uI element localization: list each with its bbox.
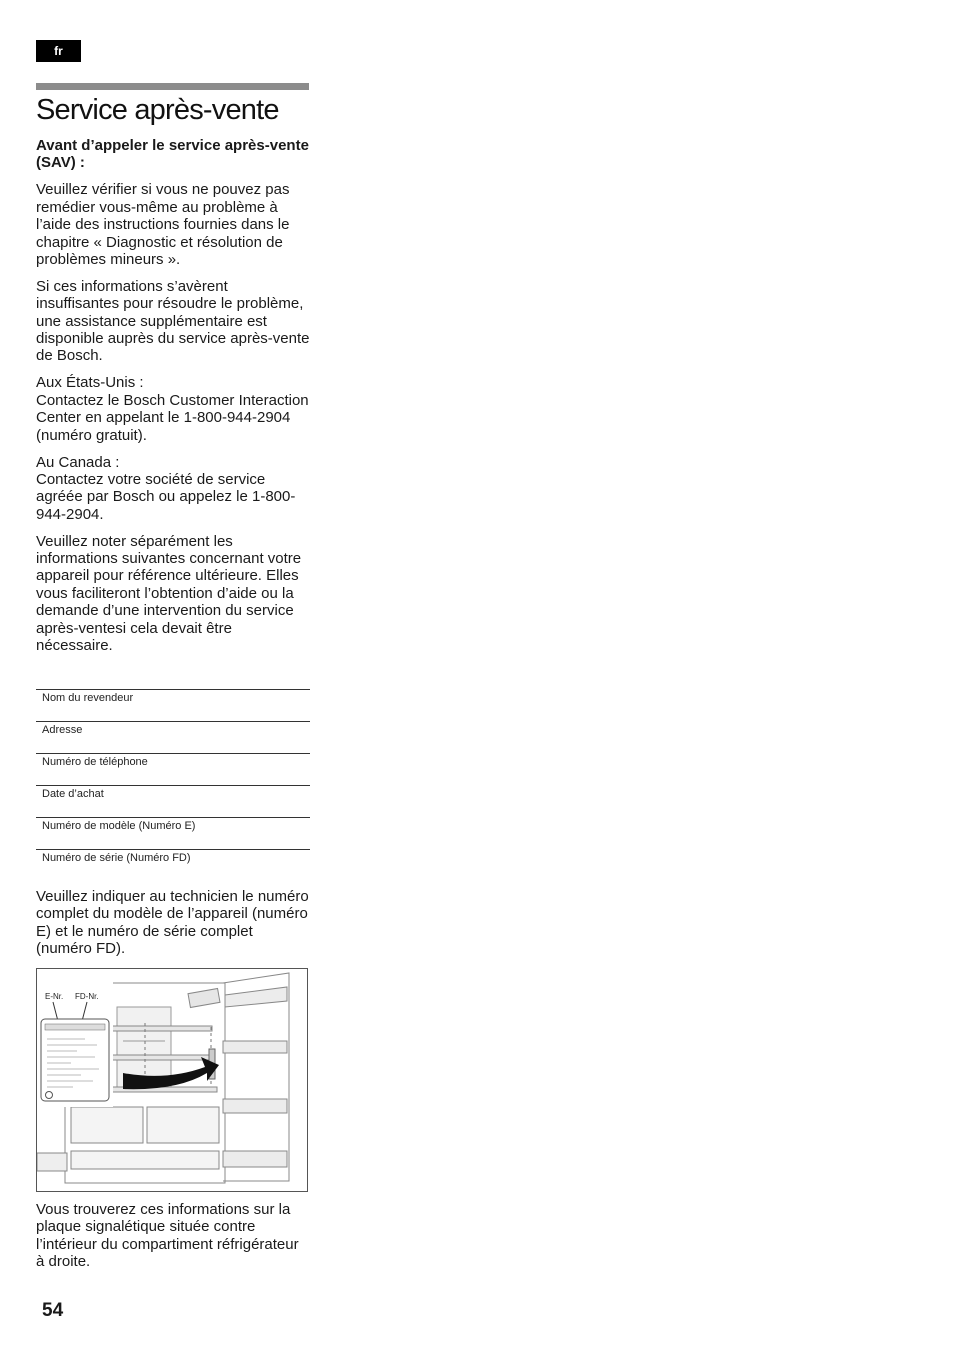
closing-text	[36, 1201, 310, 1280]
door-shelf	[225, 987, 287, 1007]
form-field-serial-number[interactable]	[36, 849, 310, 881]
page-title: Service après-vente	[36, 94, 279, 126]
usa-label: Aux États-Unis :	[36, 374, 144, 392]
drawer-right	[147, 1107, 219, 1143]
form-label: Numéro de téléphone	[42, 756, 148, 768]
rating-plate-illustration	[36, 968, 308, 1192]
shelf	[112, 1055, 212, 1060]
subheading: Avant d’appeler le service après-vente (SAV) :	[36, 137, 309, 172]
usa-text: Contactez le Bosch Customer Interaction Center en appelant le 1-800-944-2904 (numéro gratuit).	[36, 391, 309, 444]
label-fd-number: FD-Nr.	[75, 992, 99, 1001]
rating-plate	[41, 1019, 109, 1101]
form-label: Date d’achat	[42, 788, 104, 800]
usa-contact	[36, 374, 310, 444]
page-number: 54	[42, 1300, 64, 1321]
language-badge: fr	[36, 40, 81, 62]
door-shelf	[223, 1041, 287, 1053]
form-label: Numéro de série (Numéro FD)	[42, 852, 191, 864]
title-rule	[36, 83, 309, 90]
form-label: Nom du revendeur	[42, 692, 134, 704]
door-bin-left	[37, 1153, 67, 1171]
door-shelf	[223, 1099, 287, 1113]
form-field-phone[interactable]	[36, 753, 310, 785]
intro-column	[36, 137, 310, 664]
door-shelf	[223, 1151, 287, 1167]
canada-contact	[36, 454, 310, 524]
drawer-left	[71, 1107, 143, 1143]
butter-compartment	[188, 989, 220, 1008]
closing-paragraph: Vous trouverez ces informations sur la plaque signalétique située contre l’intérieur du compartiment réfrigérateur à droite.	[36, 1201, 299, 1271]
note-paragraph: Veuillez noter séparément les informations suivantes concernant votre appareil pour référence ultérieure. Elles vous faciliteront l’obtention d’aide ou la demande d’une intervention du service après-ventesi cela devait être nécessaire.	[36, 532, 302, 655]
paragraph-support: Si ces informations s’avèrent insuffisantes pour résoudre le problème, une assistance supplémentaire est disponible auprès du service après-vente de Bosch.	[36, 277, 310, 365]
canada-label: Au Canada :	[36, 453, 120, 471]
form-field-purchase-date[interactable]	[36, 785, 310, 817]
after-form-text	[36, 888, 310, 967]
appliance-info-form	[36, 689, 310, 881]
form-label: Adresse	[42, 724, 83, 736]
shelf	[112, 1026, 212, 1031]
fridge-drawing	[37, 969, 307, 1191]
technician-instruction: Veuillez indiquer au technicien le numéro complet du modèle de l’appareil (numéro E) et le numéro de série complet (numéro FD).	[36, 888, 309, 958]
bottom-drawer	[71, 1151, 219, 1169]
form-field-address[interactable]	[36, 721, 310, 753]
form-field-model-number[interactable]	[36, 817, 310, 849]
form-label: Numéro de modèle (Numéro E)	[42, 820, 196, 832]
label-e-number: E-Nr.	[45, 992, 64, 1001]
plate-barcode	[45, 1024, 105, 1030]
paragraph-check: Veuillez vérifier si vous ne pouvez pas remédier vous-même au problème à l’aide des instructions fournies dans le chapitre « Diagnostic et résolution de problèmes mineurs ».	[36, 181, 290, 268]
canada-text: Contactez votre société de service agréée par Bosch ou appelez le 1-800-944-2904.	[36, 470, 296, 523]
form-field-dealer[interactable]	[36, 689, 310, 721]
